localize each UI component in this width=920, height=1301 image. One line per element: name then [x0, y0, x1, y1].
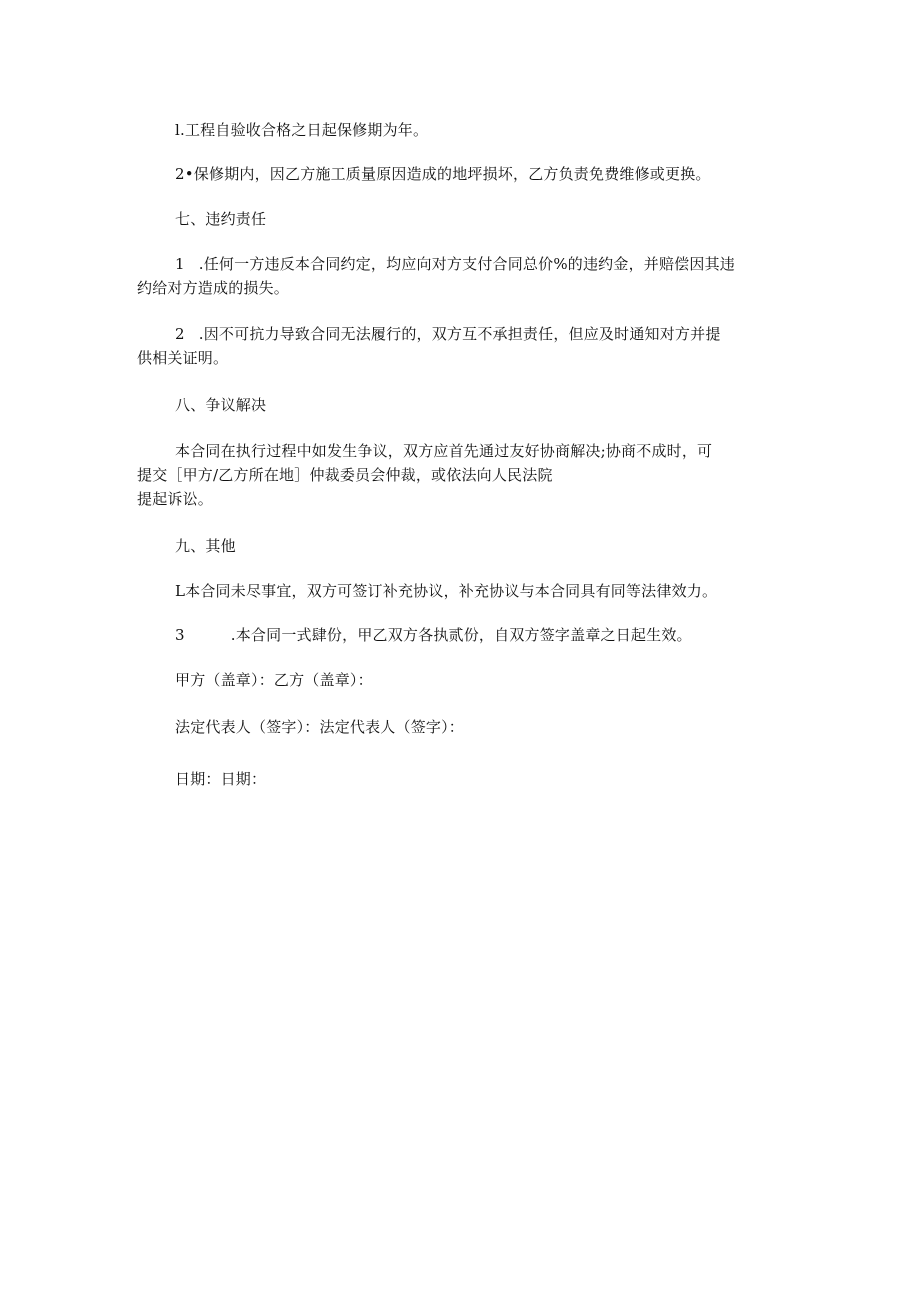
- warranty-item-2: 2•保修期内，因乙方施工质量原因造成的地坪损坏，乙方负责免费维修或更换。: [175, 165, 711, 183]
- section-7-item-2-line-1: [175, 322, 721, 346]
- section-9-item-3: [175, 623, 692, 647]
- warranty-item-1: l.工程自验收合格之日起保修期为年。: [175, 121, 429, 139]
- section-7-item-1-number: 1: [175, 255, 185, 273]
- section-7-item-2-text: .因不可抗力导致合同无法履行的，双方互不承担责任，但应及时通知对方并提: [198, 325, 721, 343]
- section-7-item-1-line-2: 约给对方造成的损失。: [137, 279, 290, 297]
- legal-representative-line: 法定代表人（签字）：法定代表人（签字）：: [175, 718, 465, 736]
- section-7-heading: 七、违约责任: [175, 210, 267, 228]
- section-7-item-2-line-2: 供相关证明。: [137, 349, 229, 367]
- section-8-line-2: 提交［甲方/乙方所在地］仲裁委员会仲裁，或依法向人民法院: [137, 466, 553, 484]
- section-9-item-3-number: 3: [175, 626, 185, 644]
- section-8-heading: 八、争议解决: [175, 396, 267, 414]
- date-line: 日期：日期：: [175, 770, 267, 788]
- section-7-item-1-text: .任何一方违反本合同约定，均应向对方支付合同总价%的违约金，并赔偿因其违: [198, 255, 735, 273]
- section-7-item-2-number: 2: [175, 325, 185, 343]
- section-7-item-1-line-1: [175, 252, 735, 276]
- section-9-heading: 九、其他: [175, 537, 236, 555]
- section-8-line-1: 本合同在执行过程中如发生争议，双方应首先通过友好协商解决;协商不成时，可: [175, 442, 713, 460]
- section-9-item-3-text: .本合同一式肆份，甲乙双方各执贰份，自双方签字盖章之日起生效。: [230, 626, 692, 644]
- section-9-item-1: L本合同未尽事宜，双方可签订补充协议，补充协议与本合同具有同等法律效力。: [175, 582, 718, 600]
- section-8-line-3: 提起诉讼。: [137, 490, 214, 508]
- seal-line: 甲方（盖章）：乙方（盖章）：: [175, 671, 373, 689]
